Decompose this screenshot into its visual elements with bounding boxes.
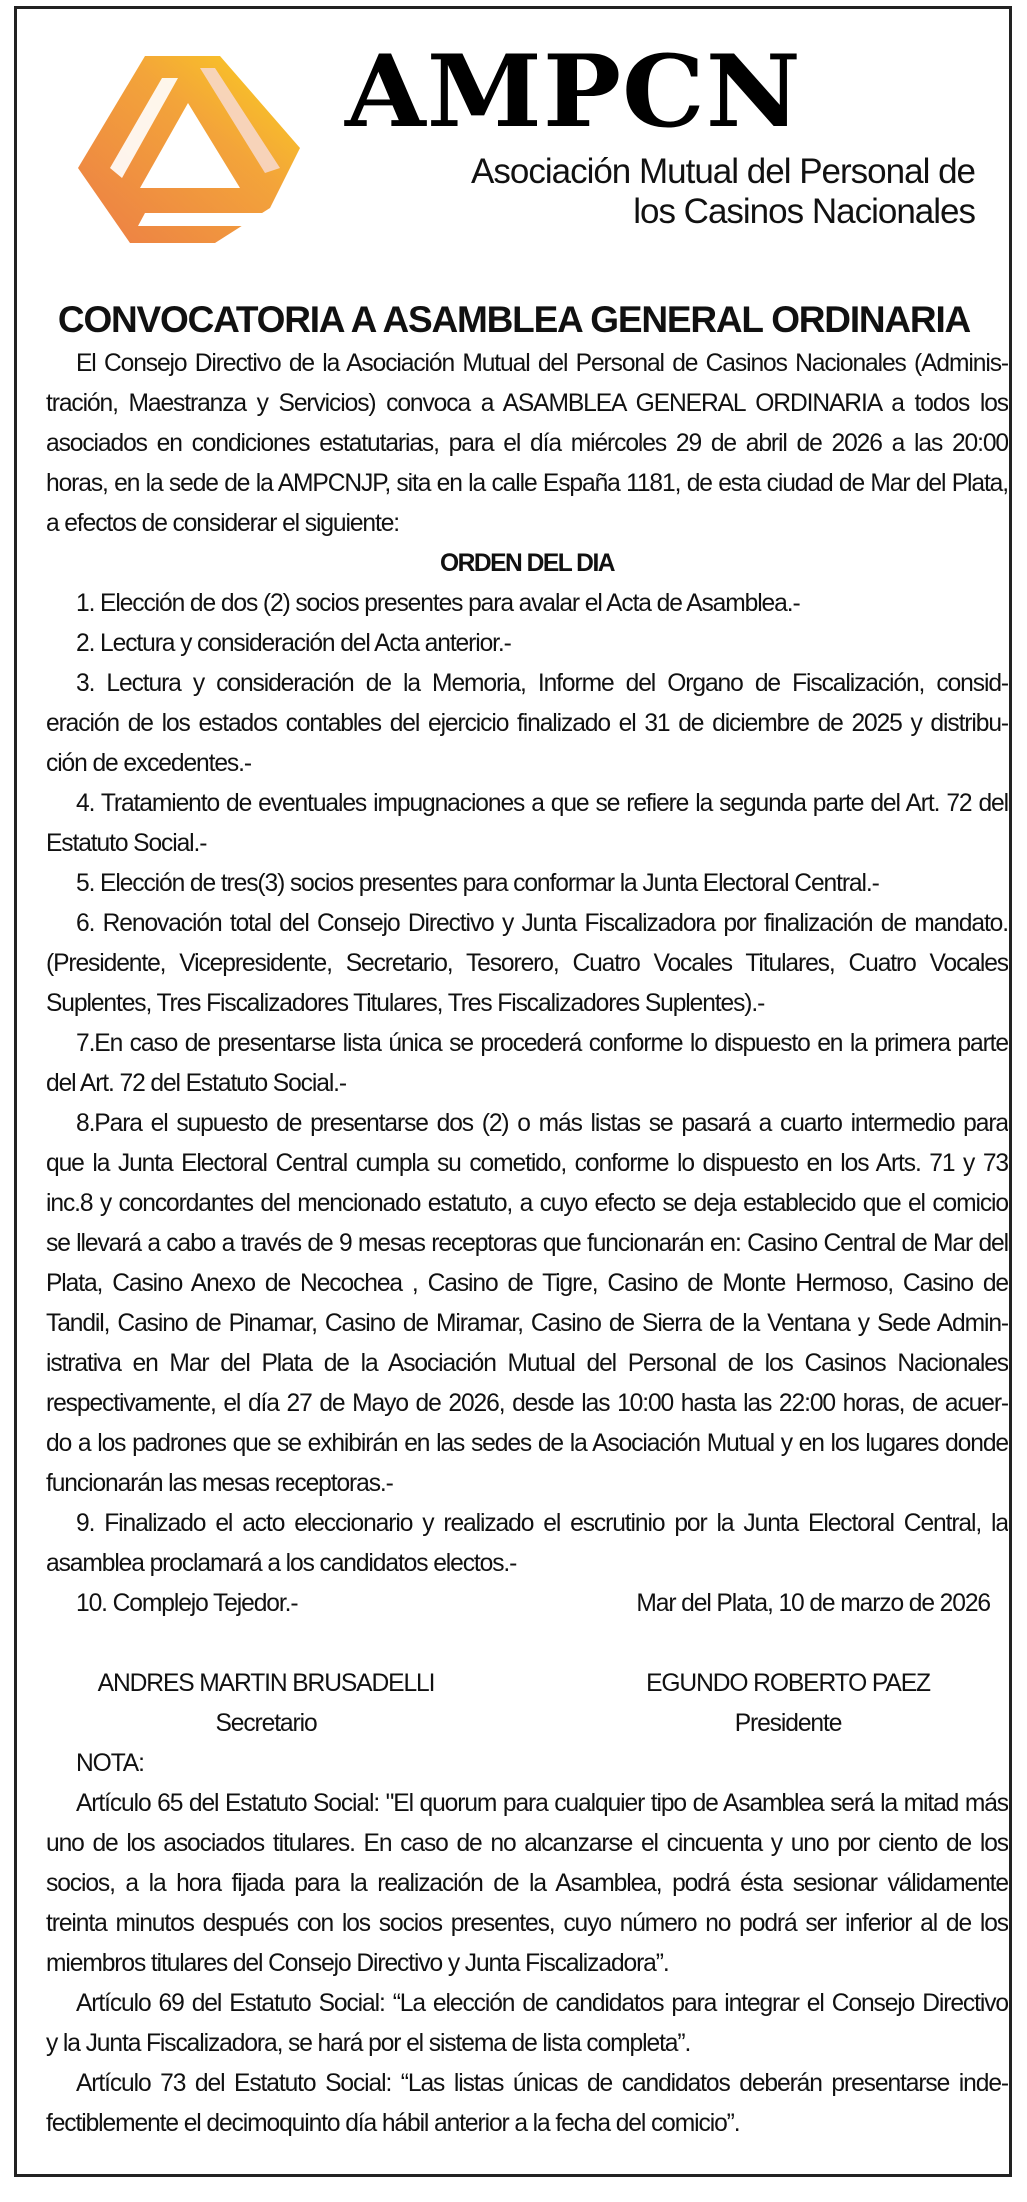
text-line: Tandil, Casino de Pinamar, Casino de Miramar, Casino de Sierra de la Ventana y Sede Admin- [46,1310,1008,1337]
text-line: uno de los asociados titulares. En caso de no alcanzarse el cincuenta y uno por ciento de los [46,1830,1008,1857]
text-line: ción de excedentes.- [46,750,251,777]
agenda-item [46,1024,1008,1104]
agenda-item [46,1504,1008,1584]
note-article [46,1984,1008,2064]
text-line: socios, a la hora fijada para la realización de la Asamblea, podrá ésta sesionar válidamente [46,1870,1008,1897]
text-line: asamblea proclamará a los candidatos electos.- [46,1550,517,1577]
text-line: miembros titulares del Consejo Directivo y Junta Fiscalizadora”. [46,1950,669,1977]
president-name: EGUNDO ROBERTO PAEZ [646,1670,930,1697]
text-line: se llevará a cabo a través de 9 mesas receptoras que funcionarán en: Casino Central de Mar del [46,1230,1008,1257]
text-line: inc.8 y concordantes del mencionado estatuto, a cuyo efecto se deja establecido que el comicio [46,1190,1008,1217]
president-role: Presidente [734,1710,842,1737]
note-article [46,1784,1008,1984]
text-line: do a los padrones que se exhibirán en las sedes de la Asociación Mutual y en los lugares donde [46,1430,1008,1457]
text-line: Artículo 65 del Estatuto Social: "El quorum para cualquier tipo de Asamblea será la mitad más [76,1790,1008,1817]
text-line: que la Junta Electoral Central cumpla su cometido, conforme lo dispuesto en los Arts. 71 y 73 [46,1150,1008,1177]
agenda-item [46,584,1008,624]
text-line: horas, en la sede de la AMPCNJP, sita en la calle España 1181, de esta ciudad de Mar del Plata, [46,470,1008,497]
notice-title: CONVOCATORIA A ASAMBLEA GENERAL ORDINARIA [57,299,971,340]
text-line: 9. Finalizado el acto eleccionario y realizado el escrutinio por la Junta Electoral Central, la [76,1510,1008,1537]
text-line: Suplentes, Tres Fiscalizadores Titulares, Tres Fiscalizadores Suplentes).- [46,990,765,1017]
text-line: 8.Para el supuesto de presentarse dos (2) o más listas se pasará a cuarto intermedio para [76,1110,1008,1137]
text-line: Artículo 69 del Estatuto Social: “La elección de candidatos para integrar el Consejo Directivo [76,1990,1008,2017]
signatures [46,1664,1008,1744]
agenda-item [46,624,1008,664]
subtitle-line-2: los Casinos Nacionales [633,192,975,231]
notice-body [46,344,1008,2144]
text-line: asociados en condiciones estatutarias, para el día miércoles 29 de abril de 2026 a las 20:00 [46,430,1008,457]
agenda-item [46,1104,1008,1504]
notes-list [46,1784,1008,2144]
text-line: tración, Maestranza y Servicios) convoca a ASAMBLEA GENERAL ORDINARIA a todos los [46,390,1008,417]
text-line: 6. Renovación total del Consejo Directivo y Junta Fiscalizadora por finalización de mandato. [76,910,1008,937]
text-line: 1. Elección de dos (2) socios presentes para avalar el Acta de Asamblea.- [76,590,800,617]
closing-row [46,1584,1008,1624]
secretary-name: ANDRES MARTIN BRUSADELLI [97,1670,435,1697]
text-line: 5. Elección de tres(3) socios presentes para conformar la Junta Electoral Central.- [76,870,879,897]
nota-label: NOTA: [76,1750,144,1777]
text-line: (Presidente, Vicepresidente, Secretario, Tesorero, Cuatro Vocales Titulares, Cuatro Vocales [46,950,1008,977]
text-line: del Art. 72 del Estatuto Social.- [46,1070,347,1097]
text-line: treinta minutos después con los socios presentes, cuyo número no podrá ser inferior al de los [46,1910,1008,1937]
agenda-item-10: 10. Complejo Tejedor.- [76,1590,298,1617]
agenda-item [46,864,1008,904]
text-line: Estatuto Social.- [46,830,207,857]
text-line: fectiblemente el decimoquinto día hábil anterior a la fecha del comicio”. [46,2110,740,2137]
text-line: El Consejo Directivo de la Asociación Mutual del Personal de Casinos Nacionales (Adminis- [76,350,1008,377]
secretary-role: Secretario [215,1710,317,1737]
brand-name: AMPCN [345,33,802,150]
text-line: eración de los estados contables del ejercicio finalizado el 31 de diciembre de 2025 y distribu- [46,710,1008,737]
text-line: funcionarán las mesas receptoras.- [46,1470,393,1497]
signature-president [578,1664,998,1744]
text-line: Plata, Casino Anexo de Necochea , Casino de Tigre, Casino de Monte Hermoso, Casino de [46,1270,1008,1297]
place-date: Mar del Plata, 10 de marzo de 2026 [636,1590,990,1617]
agenda-item [46,784,1008,864]
note-article [46,2064,1008,2144]
text-line: 3. Lectura y consideración de la Memoria, Informe del Organo de Fiscalización, consid- [76,670,1008,697]
text-line: 2. Lectura y consideración del Acta anterior.- [76,630,511,657]
text-line: istrativa en Mar del Plata de la Asociación Mutual del Personal de los Casinos Nacionales [46,1350,1008,1377]
text-line: a efectos de considerar el siguiente: [46,510,400,537]
agenda-item [46,904,1008,1024]
brand-subtitle [275,152,975,232]
text-line: 7.En caso de presentarse lista única se procederá conforme lo dispuesto en la primera parte [76,1030,1008,1057]
ampcn-logo-icon [70,48,310,248]
text-line: respectivamente, el día 27 de Mayo de 2026, desde las 10:00 hasta las 22:00 horas, de acuer- [46,1390,1008,1417]
text-line: 4. Tratamiento de eventuales impugnaciones a que se refiere la segunda parte del Art. 72 del [76,790,1008,817]
signature-secretary [56,1664,476,1744]
agenda-list [46,584,1008,1584]
intro-paragraph [46,344,1008,544]
orden-del-dia-heading: ORDEN DEL DIA [439,550,615,577]
text-line: y la Junta Fiscalizadora, se hará por el sistema de lista completa”. [46,2030,691,2057]
text-line: Artículo 73 del Estatuto Social: “Las listas únicas de candidatos deberán presentarse inde- [76,2070,1008,2097]
subtitle-line-1: Asociación Mutual del Personal de [471,152,975,191]
agenda-item [46,664,1008,784]
